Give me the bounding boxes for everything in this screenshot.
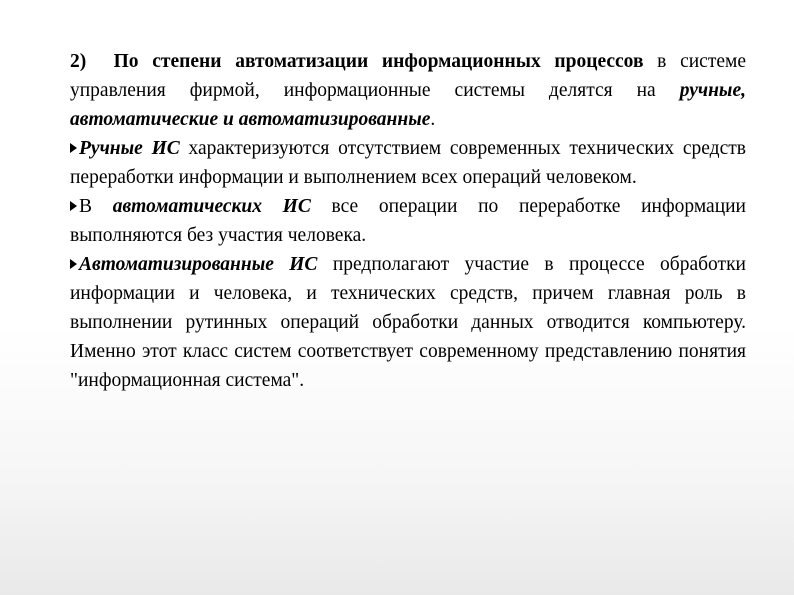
automatic-prefix: В: [79, 196, 113, 217]
bullet-automated: [70, 250, 746, 395]
intro-text-2: .: [430, 109, 436, 130]
intro-text-1: в системе управления фирмой, информационные системы делятся на: [70, 51, 746, 101]
slide-text-area: [70, 47, 746, 395]
bullet-automatic: [70, 192, 746, 250]
section-number: 2): [70, 51, 87, 72]
intro-paragraph: [70, 47, 746, 134]
triangle-bullet-icon: [70, 143, 77, 153]
section-heading: По степени автоматизации информационных процессов: [113, 51, 644, 72]
triangle-bullet-icon: [70, 201, 77, 211]
manual-term: Ручные ИС: [79, 138, 180, 159]
automated-text: предполагают участие в процессе обработки информации и человека, и технических средств, причем главная роль в выполнении рутинных операций обработки данных отводится компьютеру. Именно этот класс систем соответствует современному представлению понятия "информационная система".: [70, 254, 746, 391]
manual-text: характеризуются отсутствием современных технических средств переработки информации и выполнением всех операций человеком.: [70, 138, 746, 188]
bullet-manual: [70, 134, 746, 192]
automatic-text: все операции по переработке информации выполняются без участия человека.: [70, 196, 746, 246]
automatic-term: автоматических ИС: [112, 196, 311, 217]
automated-term: Автоматизированные ИС: [79, 254, 318, 275]
triangle-bullet-icon: [70, 259, 77, 269]
types-list: ручные, автоматические и автоматизированные: [70, 80, 746, 130]
